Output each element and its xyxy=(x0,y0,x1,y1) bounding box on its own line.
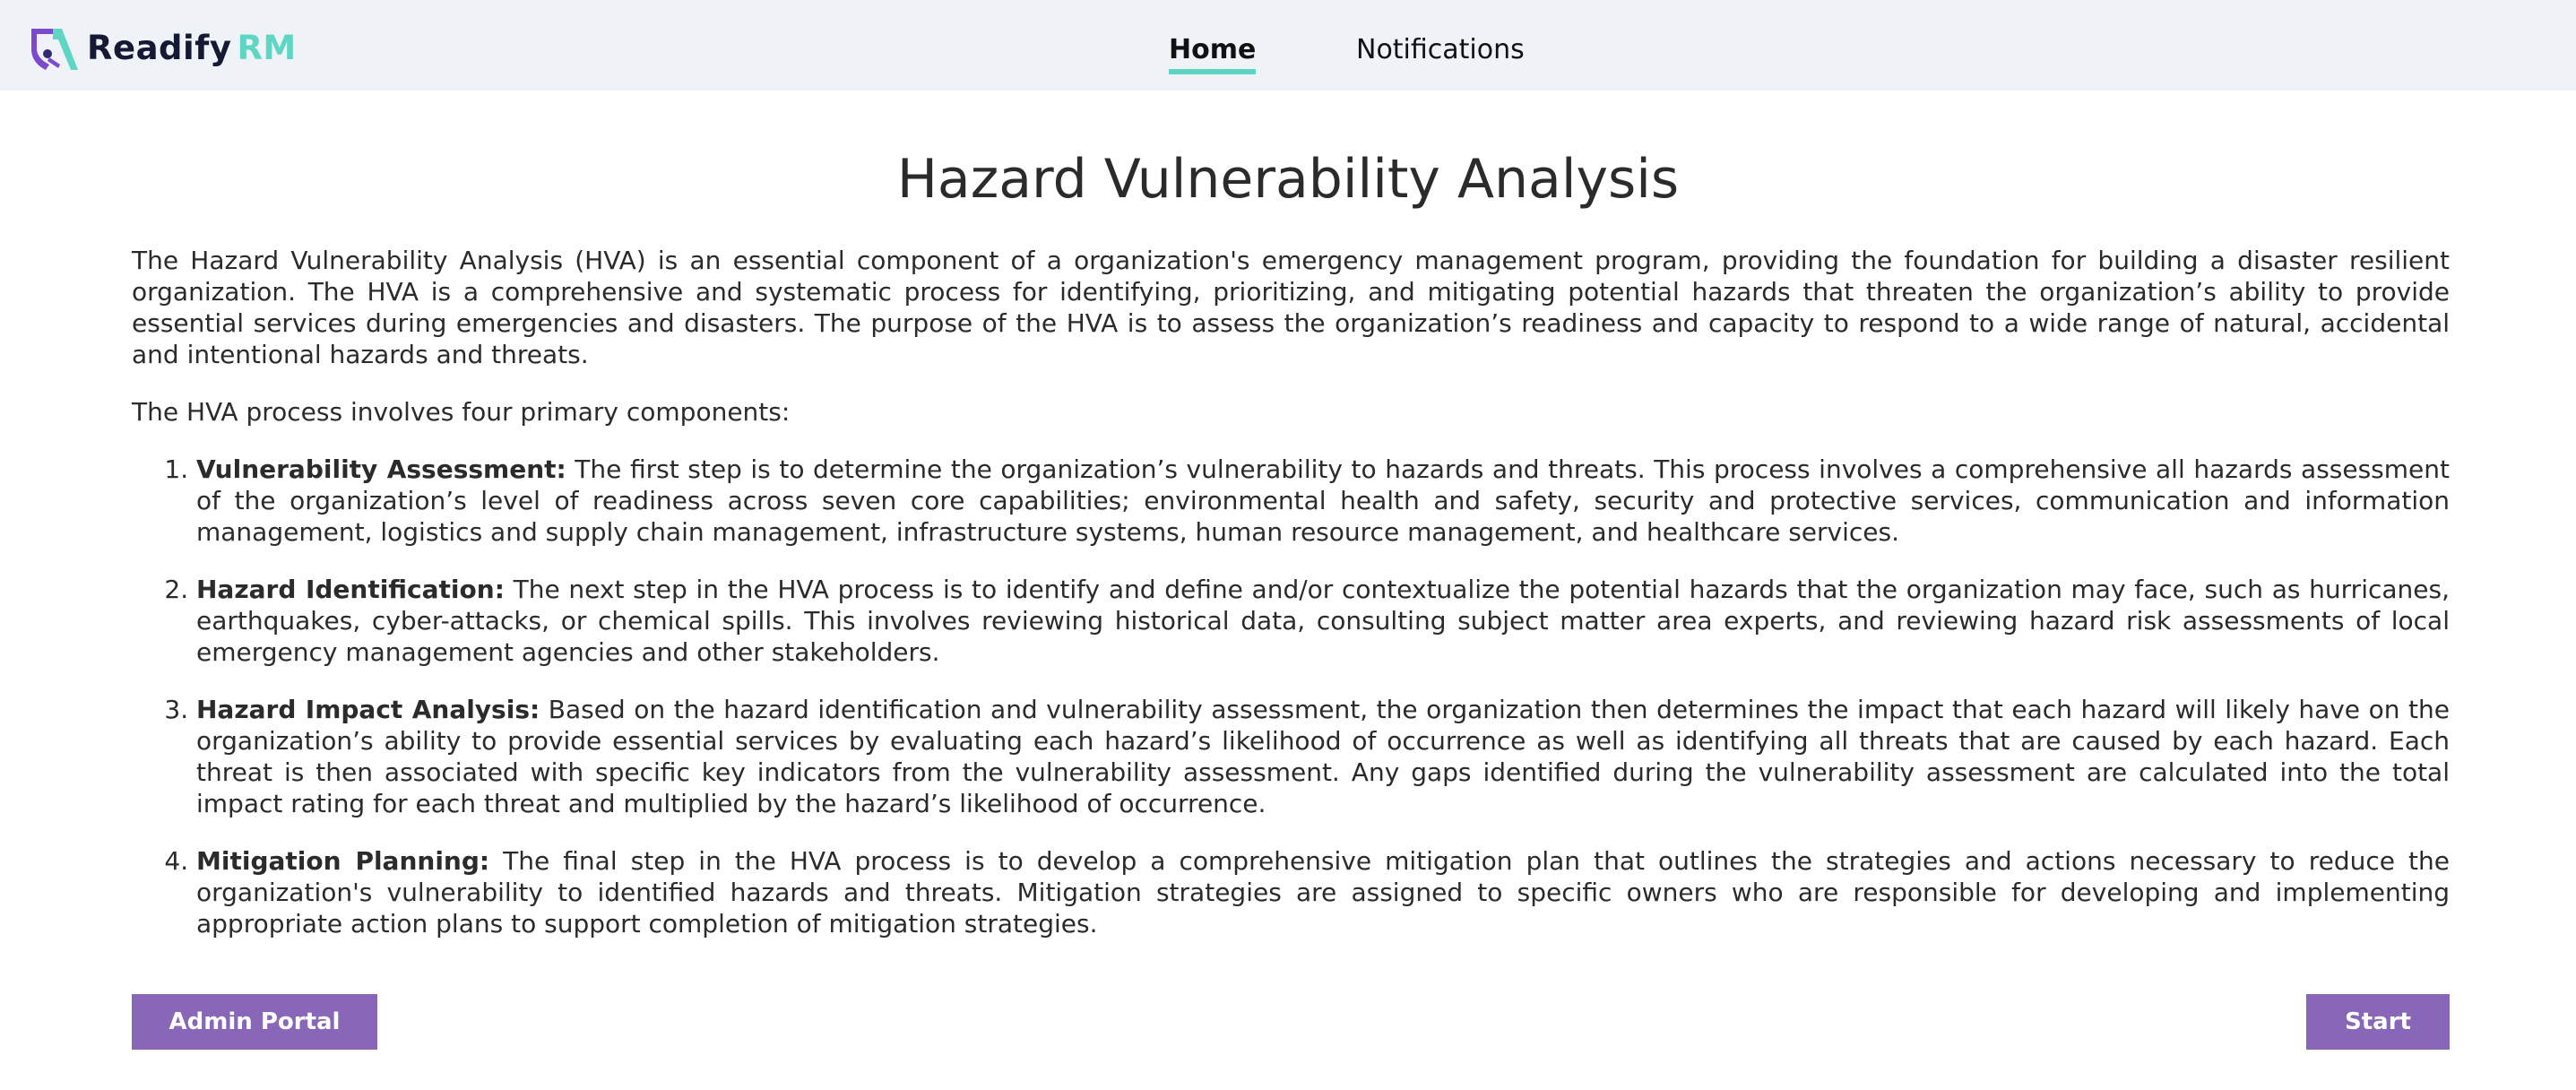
list-item xyxy=(196,574,2450,668)
components-list xyxy=(132,454,2450,939)
start-button[interactable]: Start xyxy=(2306,994,2450,1050)
admin-portal-button[interactable]: Admin Portal xyxy=(132,994,377,1050)
list-item-text: Based on the hazard identification and vulnerability assessment, the organization then determines the impact that each hazard will likely have on the organization’s ability to provide essential services by evaluating each hazard’s likelihood of occurrence as well as identifying all threats that are caused by each hazard. Each threat is then associated with specific key indicators from the vulnerability assessment. Any gaps identified during the vulnerability assessment are calculated into the total impact rating for each threat and multiplied by the hazard’s likelihood of occurrence. xyxy=(196,695,2450,818)
logo-word: Readify xyxy=(87,29,232,67)
nav-notifications-tab[interactable]: Notifications xyxy=(1356,34,1525,65)
logo[interactable] xyxy=(26,25,297,72)
top-navbar xyxy=(0,0,2576,91)
components-intro: The HVA process involves four primary components: xyxy=(132,397,791,427)
page-title: Hazard Vulnerability Analysis xyxy=(896,148,1680,211)
list-item-text: The final step in the HVA process is to develop a comprehensive mitigation plan that outlines the strategies and actions necessary to reduce the organization's vulnerability to identified hazards and threats. Mitigation strategies are assigned to specific owners who are responsible for developing and implementing appropriate action plans to support completion of mitigation strategies. xyxy=(196,846,2450,939)
list-item-heading: Hazard Impact Analysis: xyxy=(196,695,540,724)
logo-accent: RM xyxy=(237,29,297,67)
intro-paragraph: The Hazard Vulnerability Analysis (HVA) is an essential component of a organization's emergency management program, providing the foundation for building a disaster resilient organization. The HVA is a comprehensive and systematic process for identifying, prioritizing, and mitigating potential hazards that threaten the organization’s ability to provide essential services during emergencies and disasters. The purpose of the HVA is to assess the organization’s readiness and capacity to respond to a wide range of natural, accidental and intentional hazards and threats. xyxy=(132,246,2450,369)
list-item-text: The next step in the HVA process is to identify and define and/or contextualize the potential hazards that the organization may face, such as hurricanes, earthquakes, cyber-attacks, or chemical spills. This involves reviewing historical data, consulting subject matter area experts, and reviewing hazard risk assessments of local emergency management agencies and other stakeholders. xyxy=(196,575,2450,667)
list-item xyxy=(196,845,2450,939)
list-item-text: The first step is to determine the organization’s vulnerability to hazards and threats. This process involves a comprehensive all hazards assessment of the organization’s level of readiness across seven core capabilities; environmental health and safety, security and protective services, communication and information management, logistics and supply chain management, infrastructure systems, human resource management, and healthcare services. xyxy=(196,454,2450,547)
page-content xyxy=(132,245,2450,965)
nav-home-tab[interactable]: Home xyxy=(1169,34,1256,74)
list-item-heading: Mitigation Planning: xyxy=(196,846,490,876)
list-item xyxy=(196,454,2450,548)
list-item xyxy=(196,694,2450,819)
readify-logo-icon xyxy=(26,25,80,72)
list-item-heading: Vulnerability Assessment: xyxy=(196,454,566,484)
logo-text xyxy=(87,25,297,72)
list-item-heading: Hazard Identification: xyxy=(196,575,505,604)
